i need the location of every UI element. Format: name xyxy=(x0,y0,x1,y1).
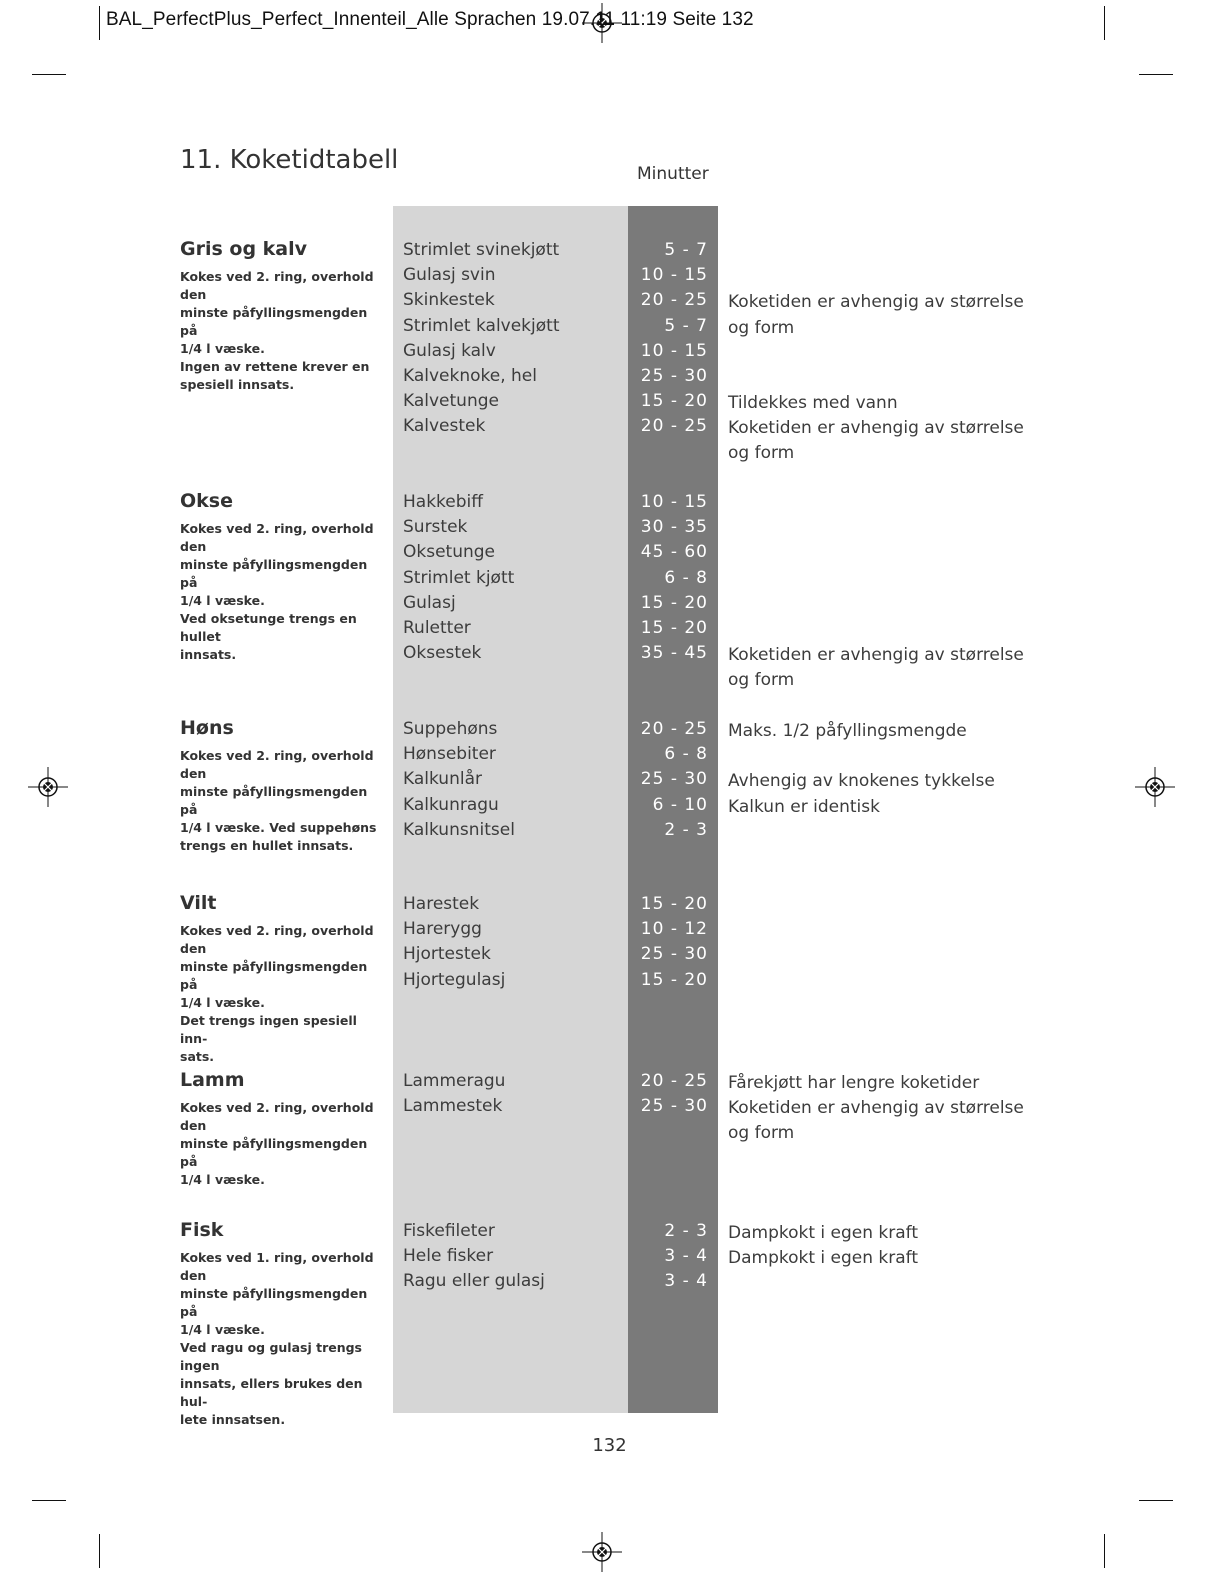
table-row xyxy=(0,290,1219,315)
food-item: Kalvetunge xyxy=(403,391,499,412)
category-description: Kokes ved 2. ring, overhold den minste påfyllingsmengden på 1/4 l væske. xyxy=(180,1100,374,1187)
cooking-note: Kalkun er identisk xyxy=(728,796,880,817)
cooking-time: 15 - 20 xyxy=(640,969,708,990)
table-row xyxy=(0,265,1219,290)
crop-mark xyxy=(1139,74,1173,75)
cooking-time: 25 - 30 xyxy=(640,1096,708,1117)
table-row xyxy=(0,970,1219,995)
cooking-time: 3 - 4 xyxy=(664,1271,708,1292)
category-description: Kokes ved 2. ring, overhold den minste påfyllingsmengden på 1/4 l væske. Ved suppehøns trengs en hullet innsats. xyxy=(180,748,377,853)
cooking-note: Dampkokt i egen kraft xyxy=(728,1248,919,1269)
table-row xyxy=(0,542,1219,567)
table-row xyxy=(0,744,1219,769)
table-row xyxy=(0,820,1219,845)
food-item: Hele fisker xyxy=(403,1246,494,1267)
page-number: 132 xyxy=(592,1435,627,1456)
cooking-time: 20 - 25 xyxy=(640,1071,708,1091)
food-item: Gulasj kalv xyxy=(403,340,496,361)
minutes-column-header: Minutter xyxy=(637,164,709,184)
crop-mark xyxy=(32,74,66,75)
food-item: Hjortegulasj xyxy=(403,969,506,990)
food-item: Harestek xyxy=(403,894,480,914)
cooking-note: Avhengig av knokenes tykkelse xyxy=(728,771,995,792)
cooking-note: Tildekkes med vann xyxy=(728,393,898,414)
food-item: Fiskefileter xyxy=(403,1221,495,1241)
crop-mark xyxy=(1104,1534,1105,1568)
cooking-time: 2 - 3 xyxy=(664,819,708,840)
food-item: Gulasj xyxy=(403,592,456,613)
cooking-time: 6 - 10 xyxy=(652,794,708,815)
cooking-time: 20 - 25 xyxy=(640,416,708,437)
cooking-time: 45 - 60 xyxy=(640,542,708,563)
cooking-time: 15 - 20 xyxy=(640,592,708,613)
category-title: Okse xyxy=(180,490,233,512)
table-row xyxy=(0,1221,1219,1246)
crop-mark xyxy=(99,1534,100,1568)
food-item: Oksestek xyxy=(403,643,482,664)
table-row xyxy=(0,618,1219,643)
category-title: Fisk xyxy=(180,1219,224,1241)
cooking-time: 15 - 20 xyxy=(640,391,708,412)
cooking-time: 35 - 45 xyxy=(640,643,708,664)
category-title: Høns xyxy=(180,717,234,739)
crop-mark xyxy=(32,1500,66,1501)
food-item: Kalkunragu xyxy=(403,794,499,815)
table-row xyxy=(0,795,1219,820)
table-row xyxy=(0,416,1219,464)
category-description: Kokes ved 2. ring, overhold den minste påfyllingsmengden på 1/4 l væske. Det trengs ingen spesiell inn- sats. xyxy=(180,923,374,1064)
cooking-time: 25 - 30 xyxy=(640,944,708,965)
food-item: Hakkebiff xyxy=(403,492,483,512)
cooking-time: 6 - 8 xyxy=(664,744,708,765)
cooking-time: 6 - 8 xyxy=(664,567,708,588)
category-description: Kokes ved 2. ring, overhold den minste påfyllingsmengden på 1/4 l væske. Ingen av rettene krever en spesiell innsats. xyxy=(180,269,374,392)
table-row xyxy=(0,1246,1219,1271)
table-row xyxy=(0,719,1219,744)
food-item: Strimlet kjøtt xyxy=(403,567,515,588)
cooking-time: 10 - 12 xyxy=(640,919,708,940)
cooking-note: Fårekjøtt har lengre koketider xyxy=(728,1073,980,1093)
cooking-time: 25 - 30 xyxy=(640,769,708,790)
cooking-time: 10 - 15 xyxy=(640,492,708,512)
crop-mark xyxy=(99,6,100,40)
table-row xyxy=(0,240,1219,265)
category-title: Gris og kalv xyxy=(180,238,308,260)
cooking-time: 25 - 30 xyxy=(640,366,708,386)
food-item: Lammestek xyxy=(403,1096,503,1117)
category-title: Lamm xyxy=(180,1069,245,1091)
cooking-note: og form xyxy=(728,317,795,338)
cooking-time: 5 - 7 xyxy=(664,240,708,260)
food-item: Surstek xyxy=(403,517,468,538)
cooking-note: Koketiden er avhengig av størrelse xyxy=(728,292,1024,313)
table-row xyxy=(0,517,1219,542)
cooking-note: Koketiden er avhengig av størrelse og form xyxy=(728,1098,1024,1144)
food-item: Oksetunge xyxy=(403,542,496,563)
table-row xyxy=(0,492,1219,517)
table-row xyxy=(0,1271,1219,1296)
print-slug: BAL_PerfectPlus_Perfect_Innenteil_Alle Sprachen 19.07.11 11:19 Seite 132 xyxy=(106,9,754,30)
table-row xyxy=(0,919,1219,944)
cooking-time: 15 - 20 xyxy=(640,894,708,914)
table-row xyxy=(0,568,1219,593)
food-item: Lammeragu xyxy=(403,1071,506,1091)
table-row xyxy=(0,944,1219,969)
food-item: Skinkestek xyxy=(403,290,495,311)
cooking-time: 15 - 20 xyxy=(640,618,708,638)
table-row xyxy=(0,769,1219,794)
cooking-time: 2 - 3 xyxy=(664,1221,708,1241)
cooking-time: 30 - 35 xyxy=(640,517,708,538)
cooking-time: 5 - 7 xyxy=(664,315,708,336)
page-title: 11. Koketidtabell xyxy=(180,145,399,176)
registration-mark-icon xyxy=(582,1532,622,1572)
table-row xyxy=(0,366,1219,391)
food-item: Suppehøns xyxy=(403,719,498,739)
food-item: Hjortestek xyxy=(403,944,491,965)
cooking-time: 20 - 25 xyxy=(640,719,708,739)
table-row xyxy=(0,593,1219,618)
food-item: Strimlet kalvekjøtt xyxy=(403,315,560,336)
table-row xyxy=(0,1071,1219,1096)
cooking-time: 3 - 4 xyxy=(664,1246,708,1267)
food-item: Kalveknoke, hel xyxy=(403,366,537,386)
category-title: Vilt xyxy=(180,892,217,914)
table-row xyxy=(0,894,1219,919)
cooking-note: Maks. 1/2 påfyllingsmengde xyxy=(728,721,967,741)
food-item: Hønsebiter xyxy=(403,744,496,765)
category-description: Kokes ved 2. ring, overhold den minste påfyllingsmengden på 1/4 l væske. Ved oksetunge trengs en hullet innsats. xyxy=(180,521,374,662)
cooking-time: 10 - 15 xyxy=(640,340,708,361)
crop-mark xyxy=(1104,6,1105,40)
cooking-note: Koketiden er avhengig av størrelse og form xyxy=(728,418,1024,464)
cooking-note: Dampkokt i egen kraft xyxy=(728,1223,919,1243)
cooking-time: 20 - 25 xyxy=(640,290,708,311)
food-item: Ragu eller gulasj xyxy=(403,1271,545,1292)
food-item: Kalvestek xyxy=(403,416,486,437)
crop-mark xyxy=(1139,1500,1173,1501)
table-row xyxy=(0,316,1219,341)
table-row xyxy=(0,391,1219,416)
cooking-note: Koketiden er avhengig av størrelse og form xyxy=(728,645,1024,691)
food-item: Kalkunlår xyxy=(403,769,482,790)
food-item: Ruletter xyxy=(403,618,471,638)
table-row xyxy=(0,643,1219,691)
category-description: Kokes ved 1. ring, overhold den minste påfyllingsmengden på 1/4 l væske. Ved ragu og gulasj trengs ingen innsats, ellers brukes den hul- lete innsatsen. xyxy=(180,1250,374,1427)
cooking-time: 10 - 15 xyxy=(640,265,708,286)
food-item: Kalkunsnitsel xyxy=(403,819,515,840)
food-item: Harerygg xyxy=(403,919,482,940)
food-item: Strimlet svinekjøtt xyxy=(403,240,560,260)
table-row xyxy=(0,341,1219,366)
food-item: Gulasj svin xyxy=(403,265,496,286)
